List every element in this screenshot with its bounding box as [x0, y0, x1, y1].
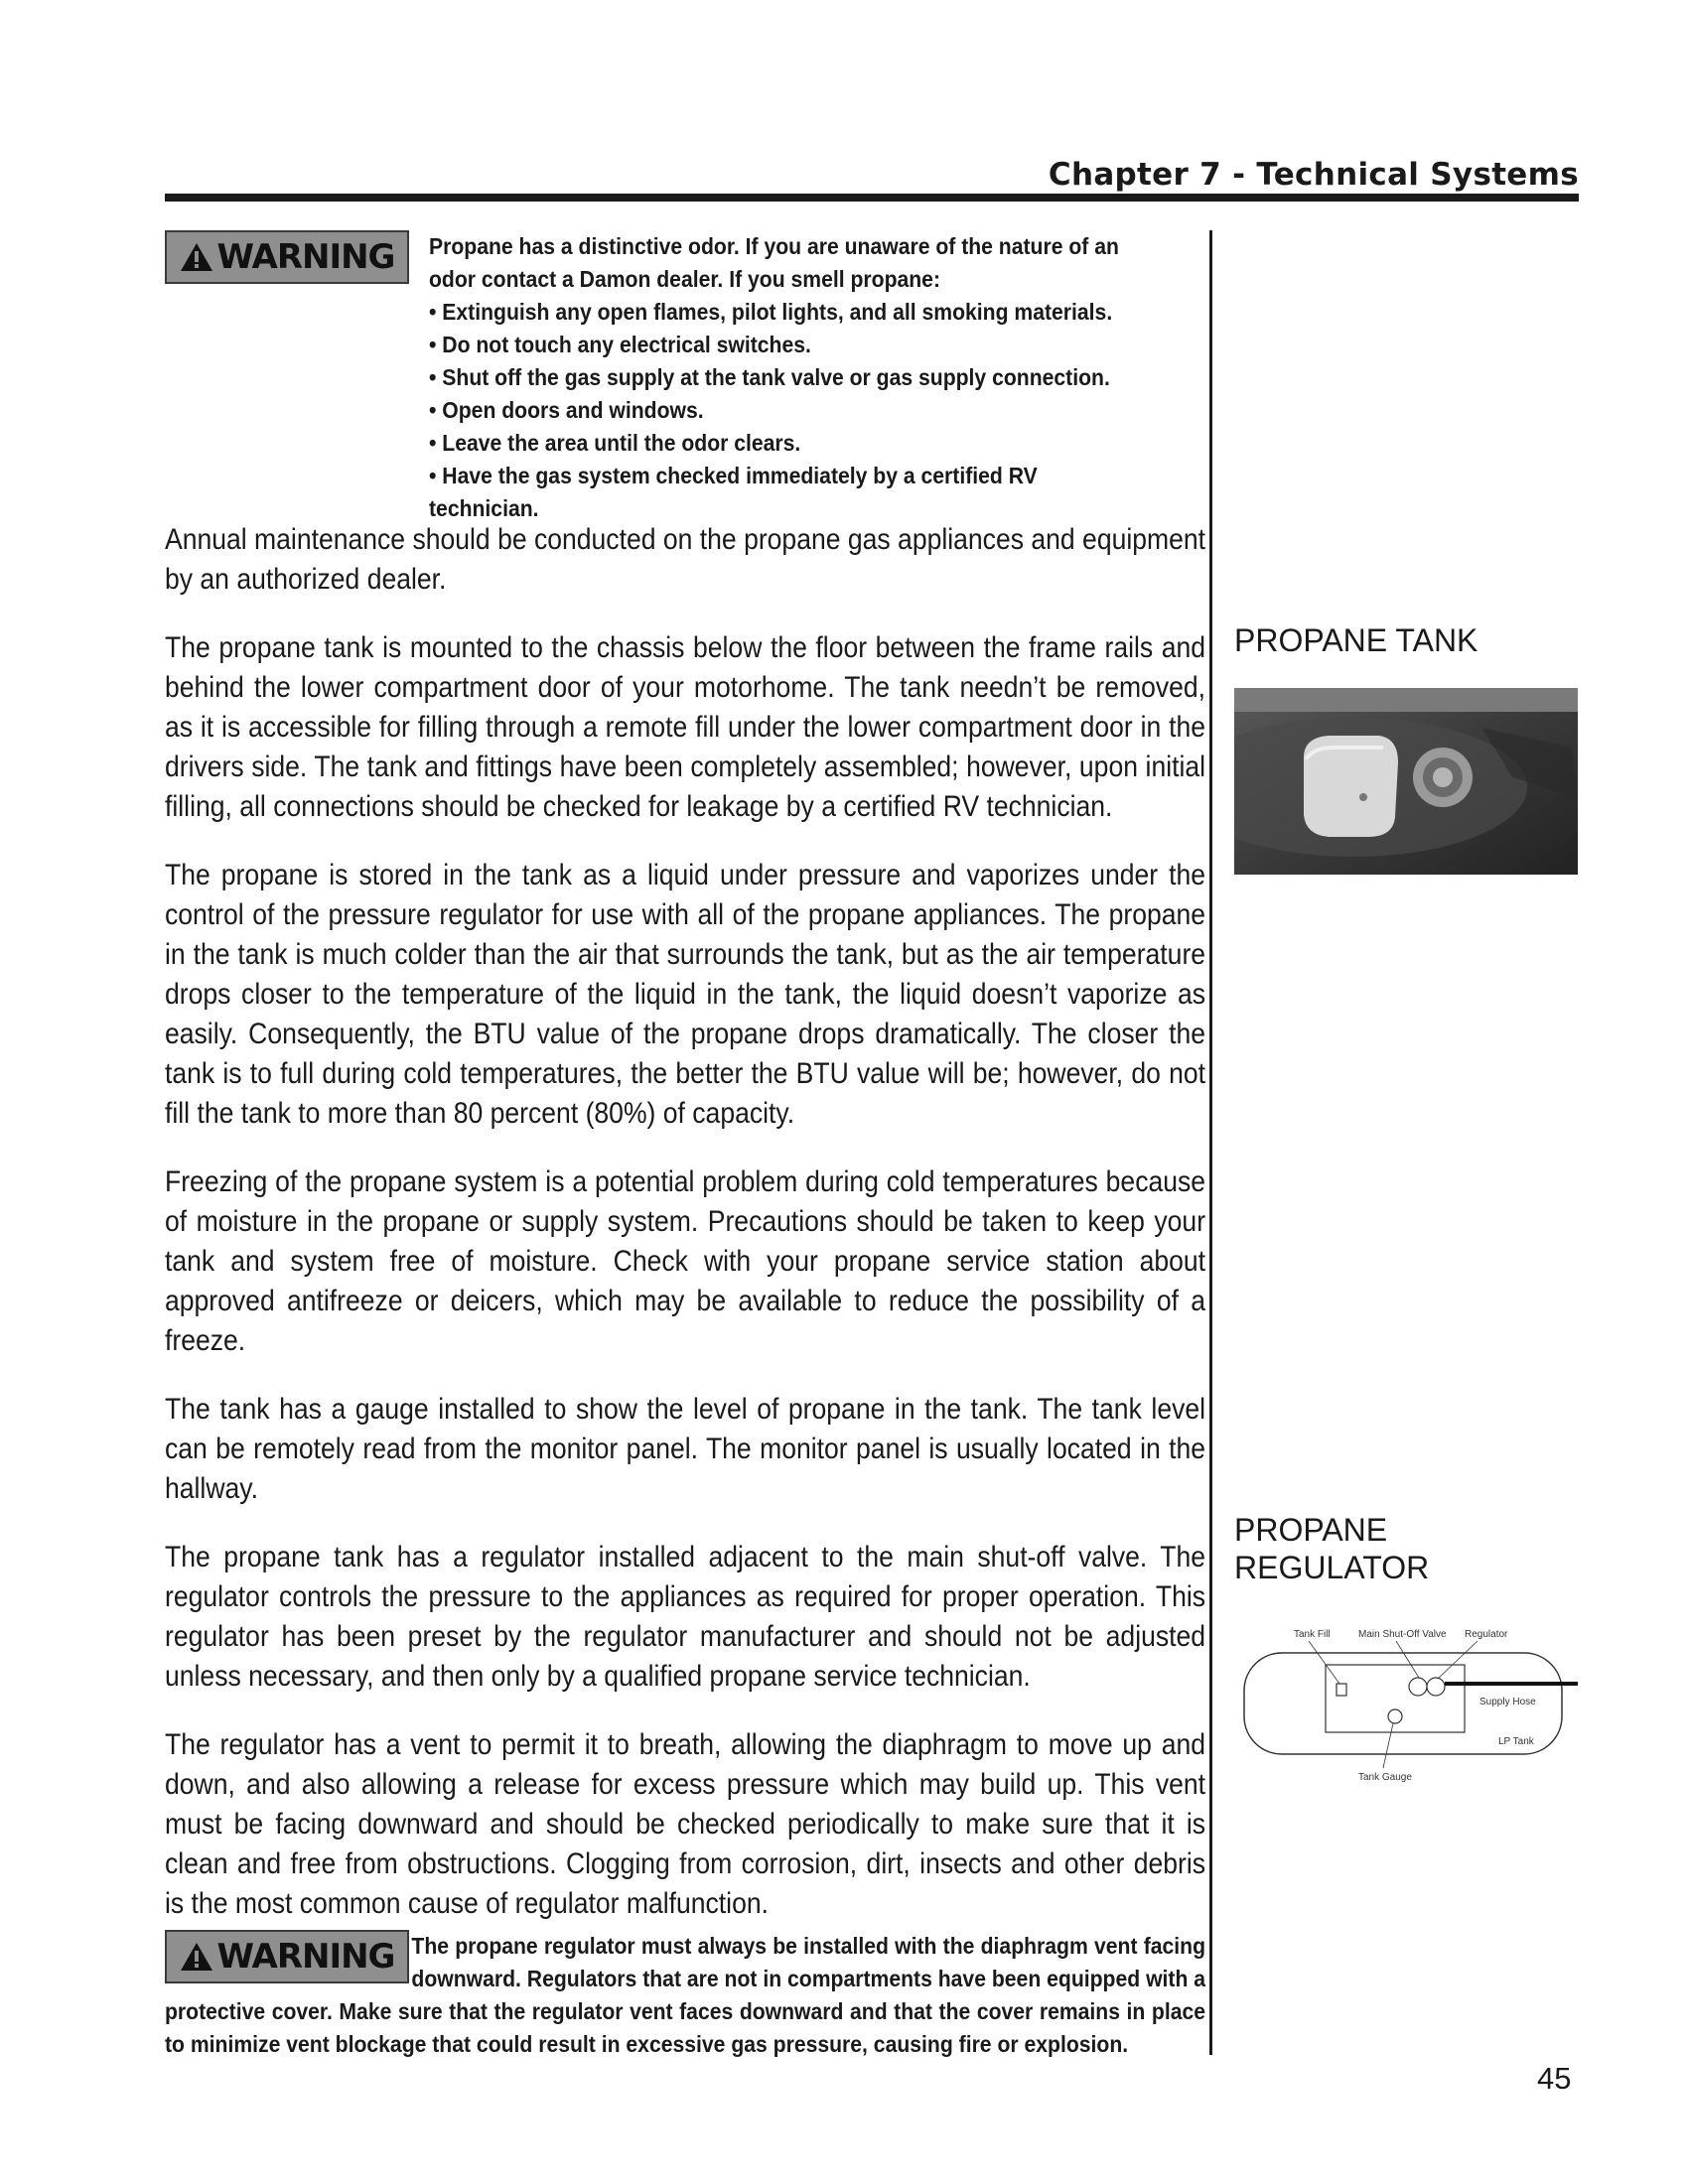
- regulator-label-line: REGULATOR: [1234, 1550, 1430, 1585]
- diagram-label-tank-fill: Tank Fill: [1294, 1629, 1331, 1640]
- chapter-title: Chapter 7 - Technical Systems: [1048, 157, 1579, 193]
- diagram-label-lp-tank: LP Tank: [1498, 1736, 1534, 1747]
- warning-paragraph: The propane regulator must always be installed with the diaphragm vent facing downward. Regulators that are not in compartments have been equipped with a protective cover. Make sure that the regulator vent faces downward and that the cover remains in place to minimize vent blockage that could result in excessive gas pressure, causing fire or explosion.: [165, 1933, 1206, 2057]
- warning-line: • Extinguish any open flames, pilot lights, and all smoking materials.: [429, 299, 1113, 325]
- page-number: 45: [1537, 2061, 1572, 2096]
- warning-line: • Do not touch any electrical switches.: [429, 332, 811, 357]
- warning-badge-label: WARNING: [216, 237, 395, 277]
- diagram-label-regulator: Regulator: [1465, 1629, 1508, 1640]
- column-divider: [1209, 230, 1212, 2055]
- diagram-label-tank-gauge: Tank Gauge: [1358, 1772, 1412, 1783]
- body-paragraph: The propane tank is mounted to the chassis below the floor between the frame rails and behind the lower compartment door of your motorhome. The tank needn’t be removed, as it is accessible for filling through a remote fill under the lower compartment door in the drivers side. The tank and fittings have been completely assembled; however, upon initial filling, all connections should be checked for leakage by a certified RV technician.: [165, 631, 1206, 823]
- body-text: [165, 520, 1205, 1953]
- warning-badge-label: WARNING: [216, 1937, 395, 1977]
- warning-line: • Leave the area until the odor clears.: [429, 430, 801, 456]
- body-paragraph: The propane tank has a regulator installed adjacent to the main shut-off valve. The regulator controls the pressure to the appliances as required for proper operation. This regulator has been preset by the regulator manufacturer and should not be adjusted unless necessary, and then only by a qualified propane service technician.: [165, 1541, 1206, 1693]
- regulator-label-line: PROPANE: [1234, 1512, 1388, 1548]
- warning-text-top: [429, 230, 1142, 525]
- body-paragraph: Freezing of the propane system is a potential problem during cold temperatures because of moisture in the propane or supply system. Precautions should be taken to keep your tank and system free of moisture. Check with your propane service station about approved antifreeze or deicers, which may be available to reduce the possibility of a freeze.: [165, 1165, 1206, 1357]
- body-paragraph: Annual maintenance should be conducted on the propane gas appliances and equipment by an authorized dealer.: [165, 523, 1206, 596]
- warning-line: • Have the gas system checked immediately by a certified RV technician.: [429, 463, 1038, 521]
- warning-text-bottom: [165, 1930, 1205, 2061]
- warning-badge-top: [165, 230, 409, 284]
- body-paragraph: The tank has a gauge installed to show the level of propane in the tank. The tank level can be remotely read from the monitor panel. The monitor panel is usually located in the hallway.: [165, 1393, 1206, 1505]
- header-rule: [165, 194, 1579, 202]
- warning-line: • Shut off the gas supply at the tank valve or gas supply connection.: [429, 364, 1110, 390]
- warning-line: • Open doors and windows.: [429, 397, 704, 423]
- propane-tank-photo: [1234, 688, 1578, 875]
- diagram-label-main-shutoff: Main Shut-Off Valve: [1358, 1629, 1447, 1640]
- propane-regulator-label: [1234, 1511, 1429, 1586]
- regulator-diagram: [1234, 1623, 1578, 1812]
- warning-line: Propane has a distinctive odor. If you are unaware of the nature of an: [429, 233, 1119, 259]
- propane-tank-label: PROPANE TANK: [1234, 622, 1478, 658]
- body-paragraph: The propane is stored in the tank as a liquid under pressure and vaporizes under the control of the pressure regulator for use with all of the propane appliances. The propane in the tank is much colder than the air that surrounds the tank, but as the air temperature drops closer to the temperature of the liquid in the tank, the liquid doesn’t vaporize as easily. Consequently, the BTU value of the propane drops dramatically. The closer the tank is to full during cold temperatures, the better the BTU value will be; however, do not fill the tank to more than 80 percent (80%) of capacity.: [165, 859, 1206, 1130]
- body-paragraph: The regulator has a vent to permit it to breath, allowing the diaphragm to move up and down, and also allowing a release for excess pressure which may build up. This vent must be facing downward and should be checked periodically to make sure that it is clean and free from obstructions. Clogging from corrosion, dirt, insects and other debris is the most common cause of regulator malfunction.: [165, 1728, 1206, 1920]
- warning-triangle-icon: [180, 242, 213, 272]
- diagram-label-supply-hose: Supply Hose: [1479, 1697, 1536, 1707]
- warning-line: odor contact a Damon dealer. If you smell propane:: [429, 266, 941, 292]
